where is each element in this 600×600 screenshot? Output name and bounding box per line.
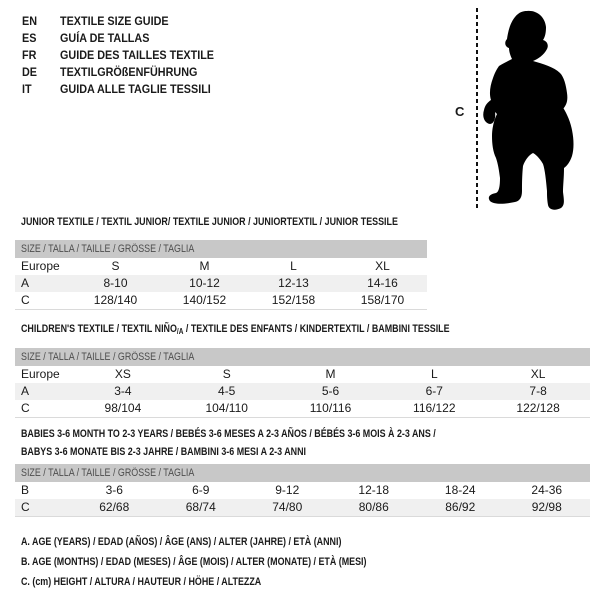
language-code: FR (22, 47, 37, 62)
language-code: EN (22, 13, 38, 28)
table-cell: 116/122 (413, 401, 456, 415)
table-cell: 3-6 (105, 483, 123, 497)
table-cell: 9-12 (275, 483, 300, 497)
junior-section-title: JUNIOR TEXTILE / TEXTIL JUNIOR/ TEXTILE JUNIOR / JUNIORTEXTIL / JUNIOR TESSILE (21, 216, 398, 228)
table-cell: 98/104 (104, 401, 142, 415)
table-cell: 3-4 (114, 384, 132, 398)
legend-line-a: A. AGE (YEARS) / EDAD (AÑOS) / ÂGE (ANS) / ALTER (JAHRE) / ETÀ (ANNI) (21, 536, 342, 548)
column-header-cell: M (325, 367, 336, 381)
table-cell: 158/170 (360, 293, 405, 307)
language-title: GUIDE DES TAILLES TEXTILE (60, 47, 215, 62)
title-text-part: CHILDREN'S TEXTILE / TEXTIL NIÑO (21, 323, 177, 335)
language-code: IT (22, 81, 32, 96)
column-header-cell: S (111, 259, 120, 273)
language-title-list (22, 12, 231, 97)
language-title: GUIDA ALLE TAGLIE TESSILI (60, 81, 211, 96)
table-row (15, 400, 590, 417)
language-row (22, 29, 231, 46)
language-code-wrap (22, 82, 60, 96)
row-label-cell: A (21, 276, 30, 290)
language-code: DE (22, 64, 38, 79)
row-label-cell: Europe (21, 367, 60, 381)
size-header-bar (15, 240, 427, 258)
title-subscript: /A (176, 327, 184, 336)
language-code: ES (22, 30, 37, 45)
baby-silhouette (482, 8, 598, 214)
legend-line-b-wrap (21, 556, 448, 568)
table-row (15, 366, 590, 383)
table-row (15, 499, 590, 516)
table-cell: 5-6 (321, 384, 340, 398)
table-row (15, 258, 427, 275)
table-cell: 80/86 (358, 500, 389, 514)
language-title-wrap (60, 14, 181, 28)
column-header-cell: S (222, 367, 231, 381)
size-header-bar (15, 464, 590, 482)
babies-section-title-line2: BABYS 3-6 MONATE BIS 2-3 JAHRE / BAMBINI 3-6 MESI A 2-3 ANNI (21, 446, 307, 458)
language-row (22, 12, 231, 29)
column-header-cell: XL (530, 367, 546, 381)
table-row (15, 275, 427, 292)
table-cell: 152/158 (271, 293, 316, 307)
table-cell: 74/80 (272, 500, 303, 514)
table-cell: 128/140 (93, 293, 138, 307)
table-cell: 110/116 (309, 401, 352, 415)
table-row (15, 482, 590, 499)
table-cell: 4-5 (218, 384, 236, 398)
language-code-wrap (22, 48, 60, 62)
language-row (22, 80, 231, 97)
size-header-label: SIZE / TALLA / TAILLE / GRÖSSE / TAGLIA (21, 351, 195, 363)
table-row (15, 292, 427, 309)
row-label-cell: C (21, 293, 30, 307)
language-title-wrap (60, 82, 228, 96)
row-label-cell: A (21, 384, 30, 398)
size-header-label: SIZE / TALLA / TAILLE / GRÖSSE / TAGLIA (21, 243, 195, 255)
table-cell: 104/110 (205, 401, 248, 415)
language-title-wrap (60, 31, 159, 45)
junior-size-table (15, 240, 427, 310)
table-row (15, 383, 590, 400)
children-section-title (21, 323, 450, 336)
table-cell: 68/74 (185, 500, 216, 514)
table-cell: 86/92 (445, 500, 476, 514)
language-code-wrap (22, 31, 60, 45)
language-code-wrap (22, 14, 60, 28)
language-title: TEXTILGRÖßENFÜHRUNG (60, 64, 198, 79)
language-title-wrap (60, 65, 213, 79)
legend-line-b: B. AGE (MONTHS) / EDAD (MESES) / ÂGE (MOIS) / ALTER (MONATE) / ETÀ (MESI) (21, 556, 367, 568)
column-header-cell: XL (375, 259, 390, 273)
language-row (22, 46, 231, 63)
size-header-label: SIZE / TALLA / TAILLE / GRÖSSE / TAGLIA (21, 467, 195, 479)
column-header-cell: L (430, 367, 438, 381)
babies-size-table (15, 464, 590, 517)
column-header-cell: M (199, 259, 210, 273)
legend-line-c-wrap (21, 576, 318, 588)
table-cell: 8-10 (103, 276, 128, 290)
legend-line-c: C. (cm) HEIGHT / ALTURA / HAUTEUR / HÖHE / ALTEZZA (21, 576, 262, 588)
language-title: TEXTILE SIZE GUIDE (60, 13, 169, 28)
table-cell: 6-9 (192, 483, 210, 497)
table-cell: 92/98 (531, 500, 562, 514)
table-cell: 7-8 (529, 384, 547, 398)
language-code-wrap (22, 65, 60, 79)
table-cell: 14-16 (367, 276, 398, 290)
children-section-title-wrap (21, 323, 550, 336)
table-cell: 140/152 (182, 293, 227, 307)
table-cell: 62/68 (99, 500, 130, 514)
row-label-cell: C (21, 401, 30, 415)
size-header-bar (15, 348, 590, 366)
table-cell: 18-24 (444, 483, 476, 497)
table-cell: 12-18 (358, 483, 390, 497)
language-title-wrap (60, 48, 231, 62)
row-label-cell: Europe (21, 259, 60, 273)
column-header-cell: XS (114, 367, 131, 381)
height-label-c: C (455, 104, 465, 119)
language-row (22, 63, 231, 80)
babies-section-title-wrap (21, 425, 533, 461)
junior-section-title-wrap (21, 216, 486, 228)
height-measure-dashed-line (476, 8, 478, 210)
column-header-cell: L (290, 259, 297, 273)
table-cell: 122/128 (516, 401, 560, 415)
table-cell: 6-7 (425, 384, 443, 398)
row-label-cell: C (21, 500, 30, 514)
legend-line-a-wrap (21, 536, 417, 548)
row-label-cell: B (21, 483, 30, 497)
title-text-part: / TEXTILE DES ENFANTS / KINDERTEXTIL / BAMBINI TESSILE (183, 323, 450, 335)
table-cell: 12-13 (278, 276, 309, 290)
language-title: GUÍA DE TALLAS (60, 30, 150, 45)
children-size-table (15, 348, 590, 418)
table-cell: 10-12 (189, 276, 220, 290)
babies-section-title-line1: BABIES 3-6 MONTH TO 2-3 YEARS / BEBÉS 3-6 MESES A 2-3 AÑOS / BÉBÉS 3-6 MOIS À 2-3 ANS / (21, 428, 436, 440)
table-cell: 24-36 (531, 483, 563, 497)
